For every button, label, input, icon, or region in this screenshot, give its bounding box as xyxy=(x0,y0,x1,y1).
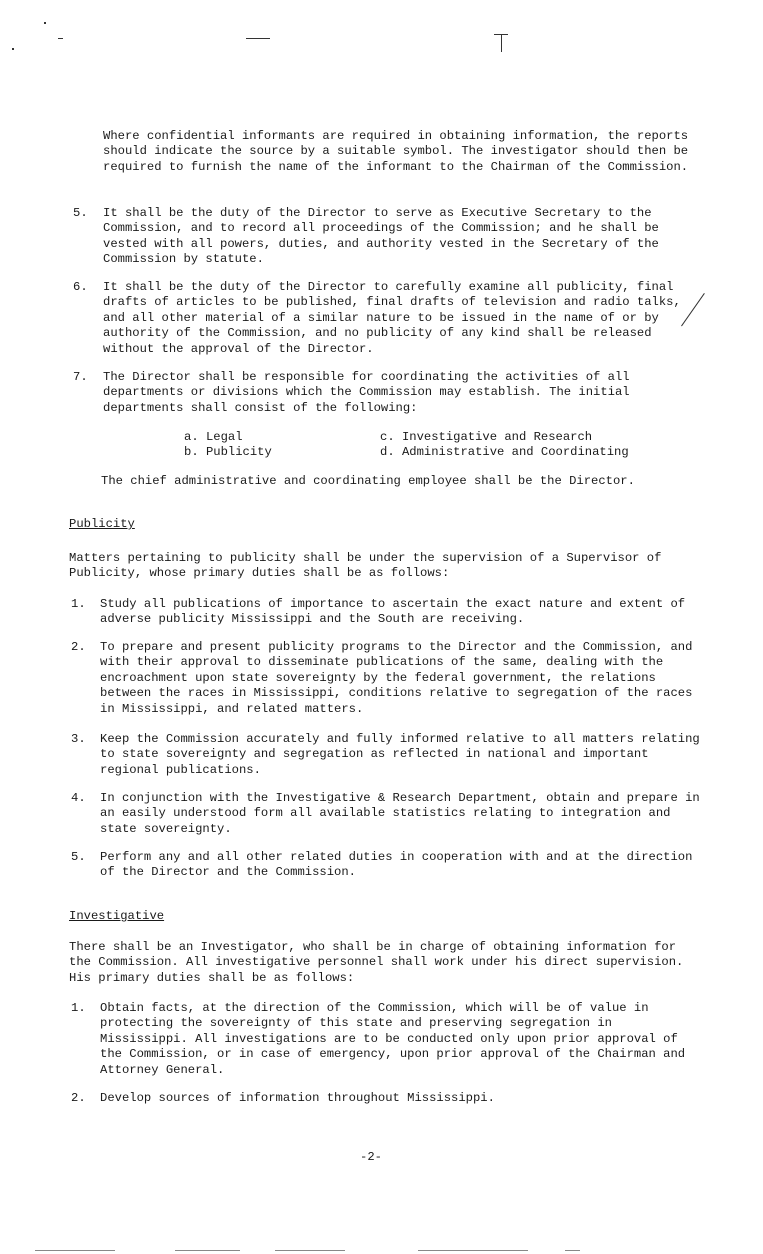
scan-mark xyxy=(246,38,270,39)
item-text: Keep the Commission accurately and fully informed relative to all matters relating to state sovereignty and segregation as reflected in national and important regional publications. xyxy=(100,732,700,777)
item-number: 3. xyxy=(71,732,86,746)
item-text: In conjunction with the Investigative & Research Department, obtain and prepare in an easily understood form all available statistics relating to integration and state sovereignty. xyxy=(100,791,700,836)
scan-edge-line xyxy=(275,1250,345,1251)
item-number: 1. xyxy=(71,1001,86,1015)
item-text: Obtain facts, at the direction of the Commission, which will be of value in protecting the sovereignty of this state and preserving segregation in Mississippi. All investigations are to be conducted only upon prior approval of the Commission, or in case of emergency, upon prior approval of the Chairman and Attorney General. xyxy=(100,1001,686,1077)
item-text: It shall be the duty of the Director to carefully examine all publicity, final drafts of articles to be published, final drafts of television and radio talks, and all other material of a similar nature to be issued in the name of or by authority of the Commission, and no publicity of any kind shall be released without the approval of the Director. xyxy=(103,280,681,356)
page-number: -2- xyxy=(360,1150,382,1164)
scan-mark xyxy=(501,34,502,52)
item-number: 5. xyxy=(71,850,86,864)
scan-edge-line xyxy=(35,1250,115,1251)
publicity-heading: Publicity xyxy=(69,517,135,531)
intro-paragraph: Where confidential informants are required in obtaining information, the reports should indicate the source by a suitable symbol. The investigator should then be required to furnish the name of the informant to the Chairman of the Commission. xyxy=(103,129,689,174)
scan-mark xyxy=(12,48,14,50)
item-number: 5. xyxy=(73,206,88,220)
department-investigative: c. Investigative and Research xyxy=(380,430,593,444)
item-number: 7. xyxy=(73,370,88,384)
scan-edge-line xyxy=(565,1250,580,1251)
investigative-intro: There shall be an Investigator, who shall be in charge of obtaining information for the Commission. All investigative personnel shall work under his direct supervision. His primary duties shall be as follows: xyxy=(69,940,684,985)
item-number: 6. xyxy=(73,280,88,294)
item-number: 2. xyxy=(71,1091,86,1105)
item-number: 4. xyxy=(71,791,86,805)
item-text: It shall be the duty of the Director to serve as Executive Secretary to the Commission, and to record all proceedings of the Commission; and he shall be vested with all powers, duties, and authority vested in the Secretary of the Commission by statute. xyxy=(103,206,659,267)
item-number: 1. xyxy=(71,597,86,611)
item-text: Perform any and all other related duties in cooperation with and at the direction of the Director and the Commission. xyxy=(100,850,693,880)
chief-employee-line: The chief administrative and coordinating employee shall be the Director. xyxy=(101,474,635,488)
scan-edge-line xyxy=(175,1250,240,1251)
department-administrative: d. Administrative and Coordinating xyxy=(380,445,629,459)
item-text: Study all publications of importance to ascertain the exact nature and extent of adverse publicity Mississippi and the South are receiving. xyxy=(100,597,686,627)
scan-mark xyxy=(58,38,63,39)
item-text: The Director shall be responsible for coordinating the activities of all departments or divisions which the Commission may establish. The initial departments shall consist of the following: xyxy=(103,370,630,415)
investigative-heading: Investigative xyxy=(69,909,165,923)
item-text: Develop sources of information throughout Mississippi. xyxy=(100,1091,495,1105)
department-publicity: b. Publicity xyxy=(184,445,272,459)
scan-mark xyxy=(44,22,46,24)
department-legal: a. Legal xyxy=(184,430,243,444)
item-number: 2. xyxy=(71,640,86,654)
item-text: To prepare and present publicity programs to the Director and the Commission, and with their approval to disseminate publications of the same, dealing with the encroachment upon state sovereignty by the federal government, the relations between the races in Mississippi, conditions relative to segregation of the races in Mississippi, and related matters. xyxy=(100,640,693,716)
publicity-intro: Matters pertaining to publicity shall be under the supervision of a Supervisor of Publicity, whose primary duties shall be as follows: xyxy=(69,551,662,581)
scan-edge-line xyxy=(418,1250,528,1251)
